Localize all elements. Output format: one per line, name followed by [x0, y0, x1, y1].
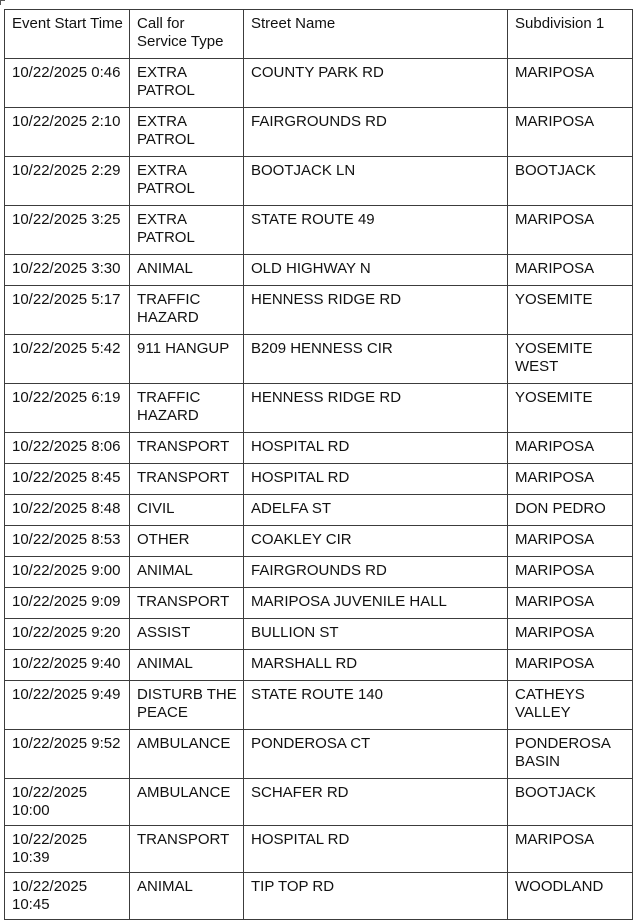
cell-call-type: TRAFFIC HAZARD	[130, 384, 244, 433]
cell-street-name: HOSPITAL RD	[244, 433, 508, 464]
cell-call-type: ASSIST	[130, 619, 244, 650]
cell-street-name: PONDEROSA CT	[244, 730, 508, 779]
header-street-name: Street Name	[244, 10, 508, 59]
table-row	[5, 286, 633, 335]
cell-street-name: ADELFA ST	[244, 495, 508, 526]
cell-call-type: TRANSPORT	[130, 588, 244, 619]
cell-event-start-time: 10/22/2025 8:53	[5, 526, 130, 557]
cell-event-start-time: 10/22/2025 10:45	[5, 873, 130, 920]
table-row	[5, 681, 633, 730]
cell-event-start-time: 10/22/2025 9:49	[5, 681, 130, 730]
header-call-for-service-type: Call for Service Type	[130, 10, 244, 59]
cell-event-start-time: 10/22/2025 9:00	[5, 557, 130, 588]
table-row	[5, 335, 633, 384]
cell-event-start-time: 10/22/2025 10:39	[5, 826, 130, 873]
table-row	[5, 59, 633, 108]
cell-event-start-time: 10/22/2025 5:42	[5, 335, 130, 384]
cell-event-start-time: 10/22/2025 9:09	[5, 588, 130, 619]
page-corner-mark	[0, 0, 5, 5]
cell-call-type: TRANSPORT	[130, 464, 244, 495]
cell-call-type: AMBULANCE	[130, 779, 244, 826]
cell-event-start-time: 10/22/2025 8:45	[5, 464, 130, 495]
cell-subdivision: MARIPOSA	[508, 206, 633, 255]
cell-event-start-time: 10/22/2025 6:19	[5, 384, 130, 433]
cell-street-name: STATE ROUTE 49	[244, 206, 508, 255]
cell-event-start-time: 10/22/2025 9:40	[5, 650, 130, 681]
header-event-start-time: Event Start Time	[5, 10, 130, 59]
cell-event-start-time: 10/22/2025 3:30	[5, 255, 130, 286]
cell-event-start-time: 10/22/2025 10:00	[5, 779, 130, 826]
cell-call-type: TRANSPORT	[130, 433, 244, 464]
cell-subdivision: DON PEDRO	[508, 495, 633, 526]
cell-event-start-time: 10/22/2025 2:29	[5, 157, 130, 206]
table-row	[5, 255, 633, 286]
table-row	[5, 384, 633, 433]
table-row	[5, 157, 633, 206]
cell-street-name: FAIRGROUNDS RD	[244, 557, 508, 588]
table-body	[5, 59, 633, 920]
cell-subdivision: MARIPOSA	[508, 433, 633, 464]
table-row	[5, 526, 633, 557]
table-row	[5, 619, 633, 650]
cell-call-type: TRAFFIC HAZARD	[130, 286, 244, 335]
calls-for-service-table	[4, 9, 633, 920]
table-row	[5, 730, 633, 779]
cell-street-name: STATE ROUTE 140	[244, 681, 508, 730]
table-row	[5, 108, 633, 157]
cell-street-name: FAIRGROUNDS RD	[244, 108, 508, 157]
cell-call-type: ANIMAL	[130, 557, 244, 588]
cell-street-name: HOSPITAL RD	[244, 464, 508, 495]
cell-call-type: 911 HANGUP	[130, 335, 244, 384]
cell-event-start-time: 10/22/2025 0:46	[5, 59, 130, 108]
cell-call-type: AMBULANCE	[130, 730, 244, 779]
cell-event-start-time: 10/22/2025 2:10	[5, 108, 130, 157]
cell-subdivision: MARIPOSA	[508, 826, 633, 873]
cell-street-name: B209 HENNESS CIR	[244, 335, 508, 384]
cell-call-type: TRANSPORT	[130, 826, 244, 873]
cell-subdivision: BOOTJACK	[508, 157, 633, 206]
cell-street-name: COAKLEY CIR	[244, 526, 508, 557]
cell-subdivision: MARIPOSA	[508, 464, 633, 495]
header-row	[5, 10, 633, 59]
cell-subdivision: YOSEMITE	[508, 384, 633, 433]
cell-street-name: SCHAFER RD	[244, 779, 508, 826]
cell-call-type: EXTRA PATROL	[130, 206, 244, 255]
table-row	[5, 826, 633, 873]
header-subdivision: Subdivision 1	[508, 10, 633, 59]
cell-subdivision: YOSEMITE WEST	[508, 335, 633, 384]
cell-subdivision: BOOTJACK	[508, 779, 633, 826]
cell-call-type: DISTURB THE PEACE	[130, 681, 244, 730]
cell-street-name: HOSPITAL RD	[244, 826, 508, 873]
cell-event-start-time: 10/22/2025 8:06	[5, 433, 130, 464]
cell-call-type: EXTRA PATROL	[130, 157, 244, 206]
cell-call-type: OTHER	[130, 526, 244, 557]
cell-street-name: BOOTJACK LN	[244, 157, 508, 206]
cell-subdivision: MARIPOSA	[508, 557, 633, 588]
cell-call-type: EXTRA PATROL	[130, 59, 244, 108]
cell-street-name: HENNESS RIDGE RD	[244, 286, 508, 335]
cell-subdivision: MARIPOSA	[508, 526, 633, 557]
cell-call-type: ANIMAL	[130, 650, 244, 681]
cell-subdivision: MARIPOSA	[508, 588, 633, 619]
table-row	[5, 779, 633, 826]
cell-event-start-time: 10/22/2025 8:48	[5, 495, 130, 526]
cell-street-name: HENNESS RIDGE RD	[244, 384, 508, 433]
cell-street-name: MARSHALL RD	[244, 650, 508, 681]
cell-subdivision: WOODLAND	[508, 873, 633, 920]
cell-call-type: ANIMAL	[130, 255, 244, 286]
cell-street-name: OLD HIGHWAY N	[244, 255, 508, 286]
table-row	[5, 464, 633, 495]
cell-subdivision: MARIPOSA	[508, 108, 633, 157]
cell-subdivision: MARIPOSA	[508, 619, 633, 650]
table-row	[5, 873, 633, 920]
cell-call-type: CIVIL	[130, 495, 244, 526]
cell-subdivision: PONDEROSA BASIN	[508, 730, 633, 779]
cell-subdivision: MARIPOSA	[508, 59, 633, 108]
cell-subdivision: CATHEYS VALLEY	[508, 681, 633, 730]
cell-subdivision: YOSEMITE	[508, 286, 633, 335]
cell-street-name: MARIPOSA JUVENILE HALL	[244, 588, 508, 619]
cell-subdivision: MARIPOSA	[508, 255, 633, 286]
cell-subdivision: MARIPOSA	[508, 650, 633, 681]
cell-street-name: BULLION ST	[244, 619, 508, 650]
cell-event-start-time: 10/22/2025 9:20	[5, 619, 130, 650]
table-row	[5, 588, 633, 619]
table-row	[5, 206, 633, 255]
table-row	[5, 650, 633, 681]
cell-street-name: TIP TOP RD	[244, 873, 508, 920]
table-row	[5, 433, 633, 464]
cell-event-start-time: 10/22/2025 5:17	[5, 286, 130, 335]
table-row	[5, 495, 633, 526]
cell-event-start-time: 10/22/2025 9:52	[5, 730, 130, 779]
cell-call-type: EXTRA PATROL	[130, 108, 244, 157]
cell-event-start-time: 10/22/2025 3:25	[5, 206, 130, 255]
table-row	[5, 557, 633, 588]
cell-street-name: COUNTY PARK RD	[244, 59, 508, 108]
cell-call-type: ANIMAL	[130, 873, 244, 920]
